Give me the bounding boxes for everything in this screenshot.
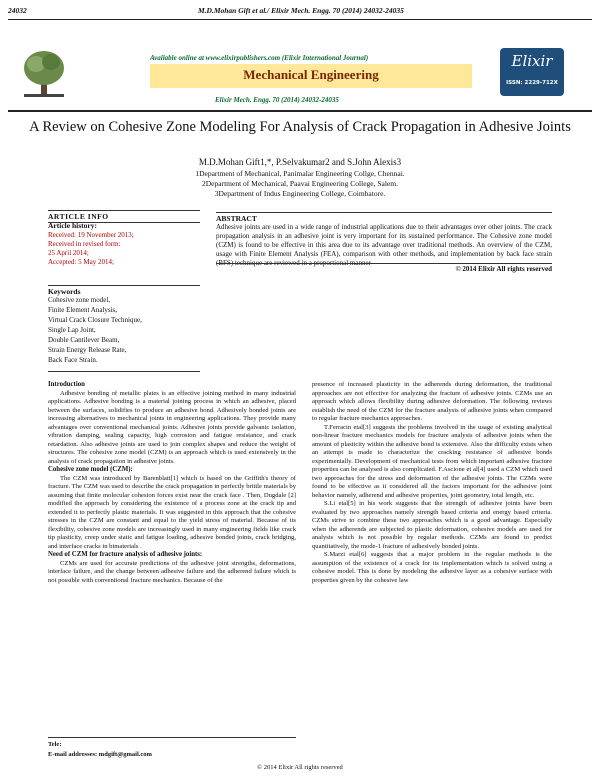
keywords-rule — [48, 371, 200, 372]
journal-citation: Elixir Mech. Engg. 70 (2014) 24032-24035 — [215, 96, 339, 104]
email-address: E-mail addresses: mdgift@gmail.com — [48, 751, 152, 758]
keyword: Back Face Strain. — [48, 356, 98, 364]
elixir-logo — [500, 48, 564, 96]
body-paragraph: T.Ferracin etal[3] suggests the problems involved in the usage of existing analytical non-linear fracture mechanics models for fracture analysis of adhesive joints when the amount of plasticity within the adhesive bond is extensive. Also the difficulty exists when an attempt is made to characterize the cracking resistance of adhesive bonds experimentally. Development of mechanical tests from which important adhesive fracture properties can be analysed is also complicated. F.Ascione et al[4] used a CZM which used two approaches for the stress and deformation of the adhesive joints. The CZMs were found to be effective as it considered all the factors important for the adhesive joint behavior namely, adherend and adhesive properties, joint geometry, total length, etc. — [312, 423, 552, 499]
elsevier-tree-logo — [20, 46, 68, 102]
body-paragraph: S.Marzi etal[6] suggests that a major problem in the regular methods is the assumption of the existence of a crack for its implementation which is solved using a cohesive model. This is done by modeling the adhesive layer as a cohesive surface with properties given by the cohesive law — [312, 551, 552, 584]
keywords-heading: Keywords — [48, 285, 200, 296]
header-rule — [8, 19, 592, 20]
need-paragraph: CZMs are used for accurate predictions of the adhesive joint strengths, deformations, interface failure, and the change between adhesive failure and the adherend failure which is not possible with conventional fracture mechanics. Because of the — [48, 559, 296, 584]
available-online: Available online at www.elixirpublishers.com (Elixir International Journal) — [150, 54, 369, 62]
running-citation: M.D.Mohan Gift et al./ Elixir Mech. Engg. 70 (2014) 24032-24035 — [198, 6, 404, 15]
bottom-copyright: © 2014 Elixir All rights reserved — [257, 764, 343, 771]
history-line: 25 April 2014; — [48, 249, 89, 257]
body-column-left — [48, 381, 296, 585]
history-line: Received in revised form: — [48, 240, 121, 248]
journal-name: Mechanical Engineering — [243, 67, 379, 82]
masthead-rule — [8, 110, 592, 112]
elixir-logo-text: Elixir — [511, 52, 553, 70]
authors: M.D.Mohan Gift1,*, P.Selvakumar2 and S.John Alexis3 — [198, 157, 402, 167]
history-heading: Article history: — [48, 221, 97, 230]
keyword: Cohesive zone model, — [48, 296, 111, 304]
affiliation-2: 2Department of Mechanical, Paavai Engineering College, Salem. — [202, 179, 398, 188]
keyword: Virtual Crack Closure Technique, — [48, 316, 142, 324]
section-heading-introduction: Introduction — [48, 381, 85, 388]
section-heading-need: Need of CZM for fracture analysis of adhesive joints: — [48, 551, 203, 558]
footnote-rule — [48, 737, 296, 738]
keyword: Single Lap Joint, — [48, 326, 96, 334]
running-header — [8, 6, 592, 18]
body-paragraph: presence of increased plasticity in the adherends during deformation, the traditional approaches are not effective for analyzing the fracture of adhesive joints. CZMs use an approach which allows flexibility during adhesive deformation. The following reviews establish the need of the CZM for the fracture analysis of adhesive joints when compared to regular fracture mechanics approaches. — [312, 381, 552, 422]
keyword: Finite Element Analysis, — [48, 306, 118, 314]
section-heading-czm: Cohesive zone model (CZM): — [48, 466, 133, 473]
history-line: Received: 19 November 2013; — [48, 231, 134, 239]
page-number: 24032 — [8, 6, 27, 15]
tel-label: Tele: — [48, 741, 62, 748]
keyword: Strain Energy Release Rate, — [48, 346, 127, 354]
abstract-text: Adhesive joints are used in a wide range of industrial applications due to their advantages over other joints. The crack propagation analysis in an adhesive joint is very important for its sustained performance. The Cohesive zone model (CZM) is found to be effective in this area due to its advantage over traditional methods. An overview of the CZM, usage with Finite Element Analysis (FEA), comparison with other methods, and implementation by back face strain (BFS) technique are reviewed in a proportional manner — [216, 223, 552, 268]
abstract-heading: ABSTRACT — [216, 212, 552, 223]
affiliation-3: 3Department of Indus Engineering College, Coimbatore. — [214, 189, 386, 198]
abstract-copyright: © 2014 Elixir All rights reserved — [216, 263, 552, 273]
article-info-heading: ARTICLE INFO — [48, 210, 200, 223]
article-title: A Review on Cohesive Zone Modeling For Analysis of Crack Propagation in Adhesive Joints — [29, 119, 571, 135]
body-paragraph: S.Li etal[5] in his work suggests that the strength of adhesive joints have been evaluated by two approaches namely strength based criteria and energy based criteria. CZMs strive to combine these two approaches which is a good advantage. Especially when the adherends are subjected to plastic deformation, cohesive models are used for analysis which is not possible by regular methods. CZMs are found to predict quantitatively, the mode-1 fracture of adhesively bonded joints. — [312, 500, 552, 550]
issn-label: ISSN: 2229-712X — [506, 80, 558, 86]
intro-paragraph: Adhesive bonding of metallic plates is an effective joining method in many industrial applications. Adhesive bonding is a material joining process in which an adhesive, placed between the surfaces, solidifies to produce an adhesive bond. Adhesively bonded joints are increasing alternatives to mechanical joints in engineering applications. They provide many advantages over conventional mechanical joints. Adhesive joints provide galvanic isolation, vibration damping, sealing capacity, high corrosion and fatigue resistance, and crack retardation. Also adhesive joints are used to join complex shapes and reduce the weight of structures. The cohesive zone model (CZM) is an approach which is used extensively in the analysis of crack propagation in adhesive joints. — [48, 389, 296, 465]
keyword: Double Cantilever Beam, — [48, 336, 120, 344]
affiliation-1: 1Department of Mechanical, Panimalar Engineering Collge, Chennai. — [195, 169, 405, 178]
czm-paragraph: The CZM was introduced by Barenblatt[1] which is based on the Griffith's theory of fracture. The CZM was used to describe the crack propagation in perfectly brittle materials by assuming that finite molecular cohesion forces exist near the crack face . Then, Dugdale [2] modified the approach by considering the existence of a process zone at the crack tip and extended it to perfectly plastic materials. It was suggested in this approach that the cohesive stresses in the CZM are constant and equal to the yield stress of material. Because of its flexibility, cohesive zone models are increasingly used in many engineering fields like crack tip plasticity, creep under static and fatigue loading, adhesive bonded joints, crack bridging, and interface cracks in bimaterials . — [48, 474, 296, 550]
body-column-right — [312, 381, 552, 585]
history-line: Accepted: 5 May 2014; — [48, 258, 114, 266]
